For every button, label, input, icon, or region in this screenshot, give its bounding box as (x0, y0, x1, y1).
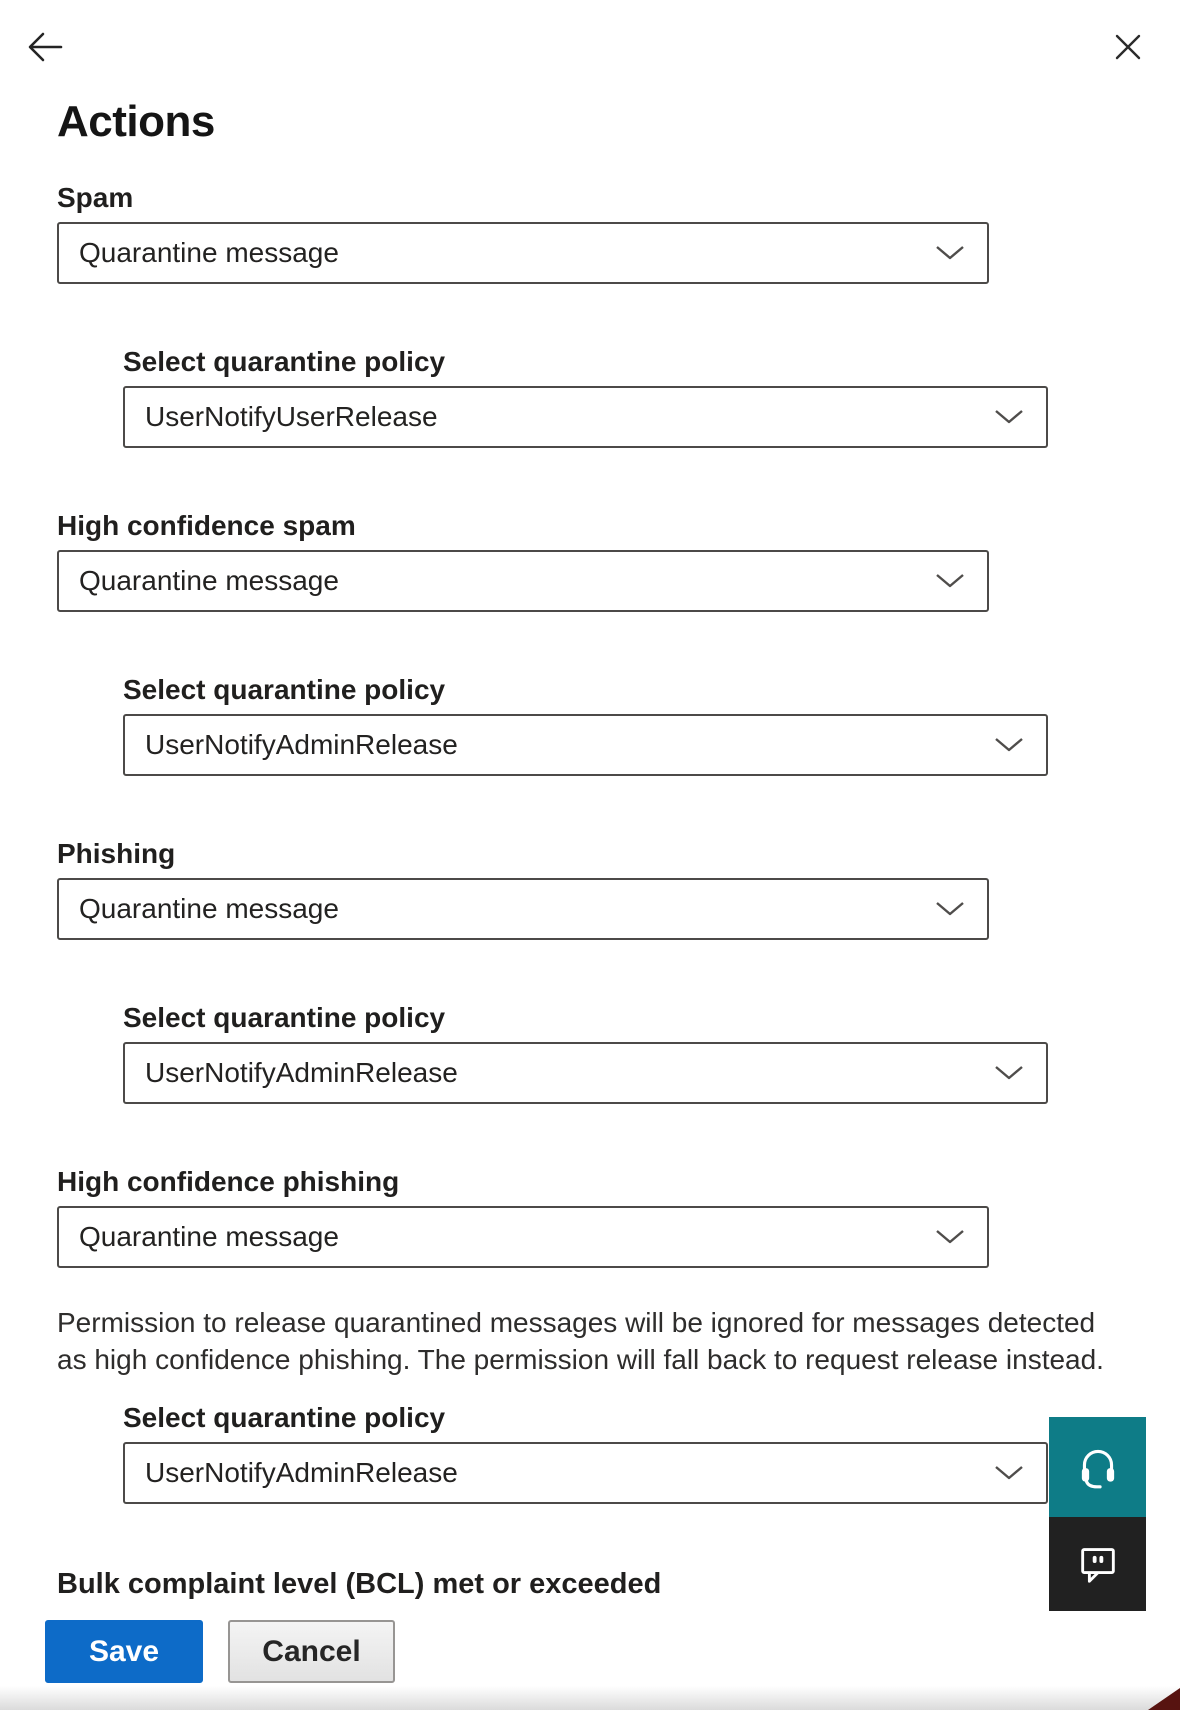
high-confidence-spam-action-dropdown[interactable] (57, 550, 989, 612)
chevron-down-icon (994, 409, 1024, 425)
spam-policy-value: UserNotifyUserRelease (145, 401, 438, 432)
bulk-complaint-level-label: Bulk complaint level (BCL) met or exceeded (57, 1568, 662, 1600)
spam-action-value: Quarantine message (79, 237, 339, 268)
feedback-button[interactable] (1049, 1517, 1146, 1611)
high-confidence-spam-action-value: Quarantine message (79, 565, 339, 596)
spam-policy-dropdown[interactable] (123, 386, 1048, 448)
section-high-confidence-phishing (57, 1164, 1125, 1504)
corner-wedge-decoration (1148, 1688, 1180, 1710)
high-confidence-phishing-note: Permission to release quarantined messages will be ignored for messages detected as high confidence phishing. The permission will fall back to request release instead. (57, 1307, 1104, 1375)
high-confidence-spam-policy-label: Select quarantine policy (123, 674, 446, 705)
save-button[interactable]: Save (45, 1620, 203, 1683)
chevron-down-icon (935, 245, 965, 261)
headset-icon (1073, 1441, 1123, 1494)
chevron-down-icon (935, 1229, 965, 1245)
phishing-label: Phishing (57, 838, 176, 869)
phishing-action-dropdown[interactable] (57, 878, 989, 940)
back-button[interactable] (26, 30, 64, 64)
spam-label: Spam (57, 182, 134, 213)
phishing-policy-label: Select quarantine policy (123, 1002, 446, 1033)
high-confidence-phishing-policy-label: Select quarantine policy (123, 1402, 446, 1433)
high-confidence-phishing-action-value: Quarantine message (79, 1221, 339, 1252)
close-button[interactable] (1114, 33, 1142, 61)
back-arrow-icon (26, 52, 64, 67)
chevron-down-icon (994, 737, 1024, 753)
chevron-down-icon (994, 1065, 1024, 1081)
spam-action-dropdown[interactable] (57, 222, 989, 284)
close-icon (1114, 49, 1142, 64)
spam-policy-label: Select quarantine policy (123, 346, 446, 377)
actions-form (0, 97, 1180, 1602)
high-confidence-phishing-policy-dropdown[interactable] (123, 1442, 1048, 1504)
support-button[interactable] (1049, 1417, 1146, 1517)
phishing-action-value: Quarantine message (79, 893, 339, 924)
section-high-confidence-spam (57, 508, 1125, 776)
high-confidence-phishing-label: High confidence phishing (57, 1166, 400, 1197)
phishing-policy-value: UserNotifyAdminRelease (145, 1057, 458, 1088)
cancel-button[interactable]: Cancel (228, 1620, 395, 1683)
chevron-down-icon (935, 901, 965, 917)
high-confidence-spam-policy-dropdown[interactable] (123, 714, 1048, 776)
high-confidence-phishing-action-dropdown[interactable] (57, 1206, 989, 1268)
page-title: Actions (57, 97, 215, 146)
high-confidence-spam-label: High confidence spam (57, 510, 356, 541)
high-confidence-spam-policy-value: UserNotifyAdminRelease (145, 729, 458, 760)
section-phishing (57, 836, 1125, 1104)
high-confidence-phishing-policy-value: UserNotifyAdminRelease (145, 1457, 458, 1488)
chevron-down-icon (935, 573, 965, 589)
footer-bar (0, 1600, 1180, 1710)
chevron-down-icon (994, 1465, 1024, 1481)
chat-bubble-icon (1075, 1540, 1121, 1589)
section-spam (57, 180, 1125, 448)
phishing-policy-dropdown[interactable] (123, 1042, 1048, 1104)
